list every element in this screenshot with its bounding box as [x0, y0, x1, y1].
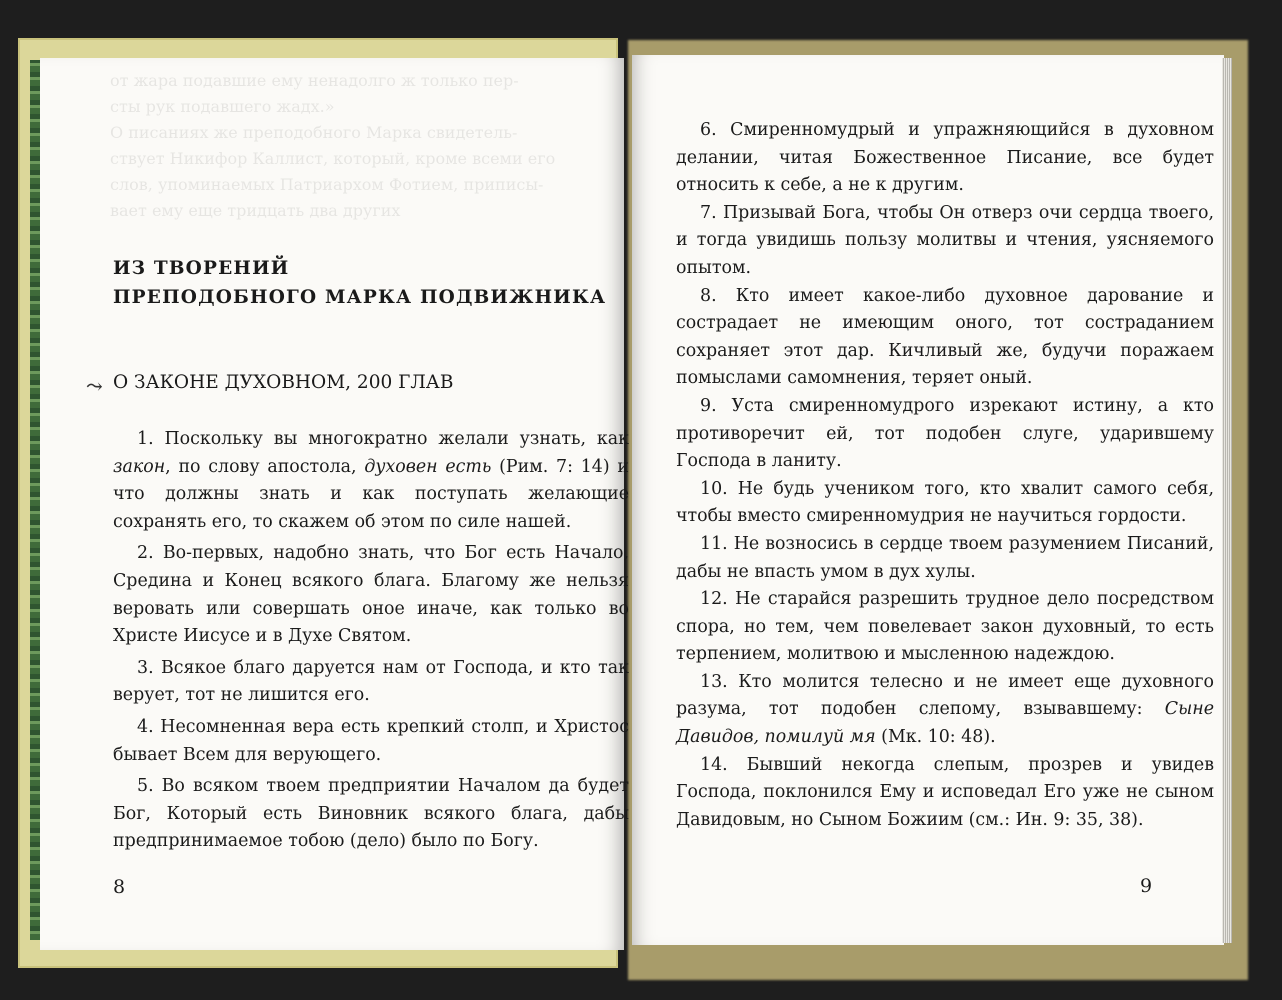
- page-number-right: 9: [1140, 875, 1153, 897]
- paragraph-2: 2. Во-первых, надобно знать, что Бог есть Начало, Средина и Конец всякого блага. Благому же нельзя веровать или совершать оное иначе, как только во Христе Иисусе и в Духе Святом.: [113, 543, 629, 647]
- paragraph-6: 6. Смиренномудрый и упражняющийся в духовном делании, читая Божественное Писание, все будет относить к себе, а не к другим.: [676, 120, 1214, 196]
- paragraph-13-text: (Мк. 10: 48).: [875, 727, 996, 748]
- right-page-body: [676, 117, 1214, 834]
- paragraph-1-italic: духовен есть: [364, 456, 492, 477]
- paragraph-3: 3. Всякое благо даруется нам от Господа, и кто так верует, тот не лишится его.: [113, 657, 629, 706]
- paragraph-8: 8. Кто имеет какое-либо духовное дарование и сострадает не имеющим оного, тот состраданием сохраняет этот дар. Кичливый же, будучи поражаем помыслами самомнения, теряет оный.: [676, 285, 1214, 389]
- cover-decorative-edge: [30, 60, 40, 940]
- page-block-edge: [1222, 58, 1232, 943]
- ghost-line: ствует Никифор Каллист, который, кроме всеми его: [110, 149, 556, 168]
- paragraph-10: 10. Не будь учеником того, кто хвалит самого себя, чтобы вместо смиренномудрия не научиться гордости.: [676, 478, 1214, 527]
- paragraph-13-italic: Сыне Давидов, помилуй мя: [676, 699, 1214, 748]
- handwritten-arrow-icon: ⤳: [86, 374, 103, 398]
- paragraph-1-text: , по слову апостола,: [165, 456, 365, 477]
- show-through-text: [110, 68, 610, 224]
- left-page-body: [113, 426, 629, 860]
- paragraph-1-text: (Рим. 7: 14) и что должны знать и как поступать желающие сохранять его, то скажем об этом по силе нашей.: [113, 456, 629, 532]
- paragraph-1-italic: закон: [113, 456, 166, 477]
- chapter-title-line2: ПРЕПОДОБНОГО МАРКА ПОДВИЖНИКА: [113, 287, 607, 308]
- left-page: [40, 58, 629, 950]
- ghost-line: вает ему еще тридцать два других: [110, 201, 401, 220]
- section-subtitle: О ЗАКОНЕ ДУХОВНОМ, 200 ГЛАВ: [113, 372, 454, 393]
- paragraph-7: 7. Призывай Бога, чтобы Он отверз очи сердца твоего, и тогда увидишь пользу молитвы и чтения, уясняемого опытом.: [676, 202, 1214, 278]
- paragraph-11: 11. Не возносись в сердце твоем разумением Писаний, дабы не впасть умом в дух хулы.: [676, 533, 1214, 582]
- ghost-line: от жара подавшие ему ненадолго ж только пер-: [110, 71, 519, 90]
- page-number-left: 8: [113, 876, 126, 898]
- paragraph-13-text: 13. Кто молится телесно и не имеет еще духовного разума, тот подобен слепому, взывавшему:: [676, 671, 1214, 720]
- paragraph-12: 12. Не старайся разрешить трудное дело посредством спора, но тем, чем повелевает закон духовный, то есть терпением, молитвою и мысленною надеждою.: [676, 589, 1214, 665]
- right-page: [632, 55, 1224, 945]
- paragraph-14: 14. Бывший некогда слепым, прозрев и увидев Господа, поклонился Ему и исповедал Его уже не сыном Давидовым, но Сыном Божиим (см.: Ин. 9: 35, 38).: [676, 754, 1214, 830]
- paragraph-4: 4. Несомненная вера есть крепкий столп, и Христос бывает Всем для верующего.: [113, 716, 629, 765]
- chapter-title-line1: ИЗ ТВОРЕНИЙ: [113, 258, 290, 279]
- paragraph-1-text: 1. Поскольку вы многократно желали узнать, как: [137, 429, 629, 449]
- paragraph-13: [676, 669, 1214, 752]
- paragraph-5: 5. Во всяком твоем предприятии Началом да будет Бог, Который есть Виновник всякого блага, дабы предпринимаемое тобою (дело) было по Богу.: [113, 776, 629, 852]
- ghost-line: сты рук подавшего жадх.»: [110, 97, 335, 116]
- ghost-line: О писаниях же преподобного Марка свидетель-: [110, 123, 518, 142]
- paragraph-9: 9. Уста смиренномудрого изрекают истину, а кто противоречит ей, тот подобен слуге, ударившему Господа в ланиту.: [676, 395, 1214, 472]
- paragraph-1: [113, 426, 629, 536]
- ghost-line: слов, упоминаемых Патриархом Фотием, приписы-: [110, 175, 544, 194]
